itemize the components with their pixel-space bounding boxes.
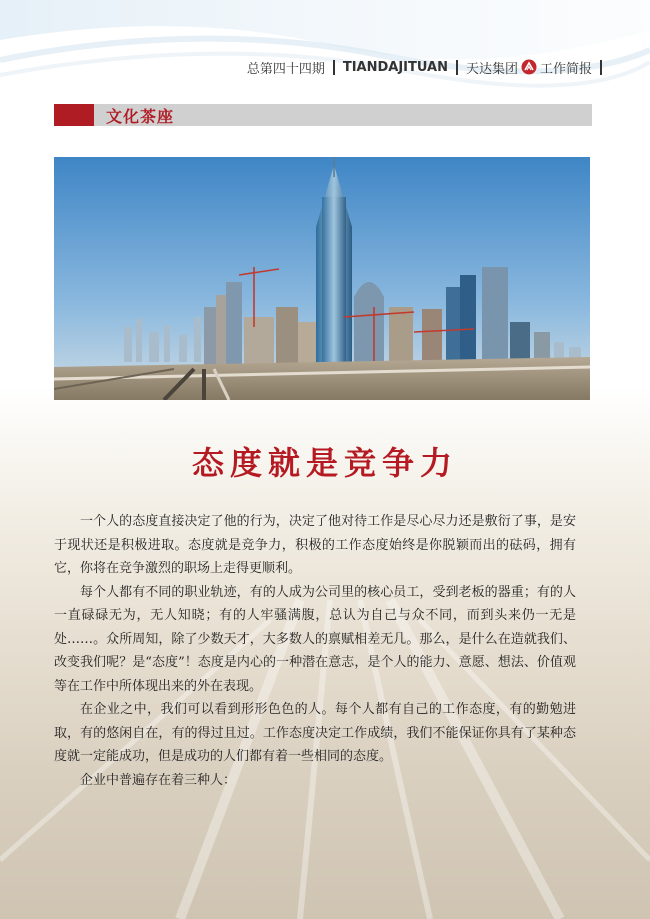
section-accent-block [54,104,94,126]
publication-name: 工作简报 [539,61,592,77]
article-body [54,510,576,792]
article-paragraph: 每个人都有不同的职业轨迹，有的人成为公司里的核心员工，受到老板的器重；有的人一直碌碌无为，无人知晓；有的人牢骚满腹，总认为自己与众不同，而到头来仍一无是处……。众所周知，除了少数天才，大多数人的禀赋相差无几。那么，是什么在造就我们、改变我们呢？是“态度”！态度是内心的一种潜在意志，是个人的能力、意愿、想法、价值观等在工作中所体现出来的外在表现。 [54,584,576,694]
company-logo-icon [521,59,537,75]
header-divider [456,60,458,75]
brand-english: TIANDAJITUAN [342,59,448,75]
article-headline: 态度就是竞争力 [191,444,458,482]
city-skyline-photo [54,157,590,400]
article-paragraph: 企业中普遍存在着三种人： [80,772,237,788]
section-banner [54,104,592,126]
header-divider [600,60,602,75]
article-paragraph: 一个人的态度直接决定了他的行为，决定了他对待工作是尽心尽力还是敷衍了事，是安于现状还是积极进取。态度就是竞争力，积极的工作态度始终是你脱颖而出的砝码，拥有它，你将在竞争激烈的职场上走得更顺利。 [54,514,576,576]
article-paragraph: 在企业之中，我们可以看到形形色色的人。每个人都有自己的工作态度，有的勤勉进取，有的悠闲自在，有的得过且过。工作态度决定工作成绩，我们不能保证你具有了某种态度就一定能成功，但是成功的人们都有着一些相同的态度。 [54,702,576,764]
header-divider [333,60,335,75]
page-header [247,57,610,77]
brand-chinese: 天达集团 [465,61,518,77]
issue-number: 总第四十四期 [246,61,325,77]
section-title: 文化茶座 [106,106,175,126]
